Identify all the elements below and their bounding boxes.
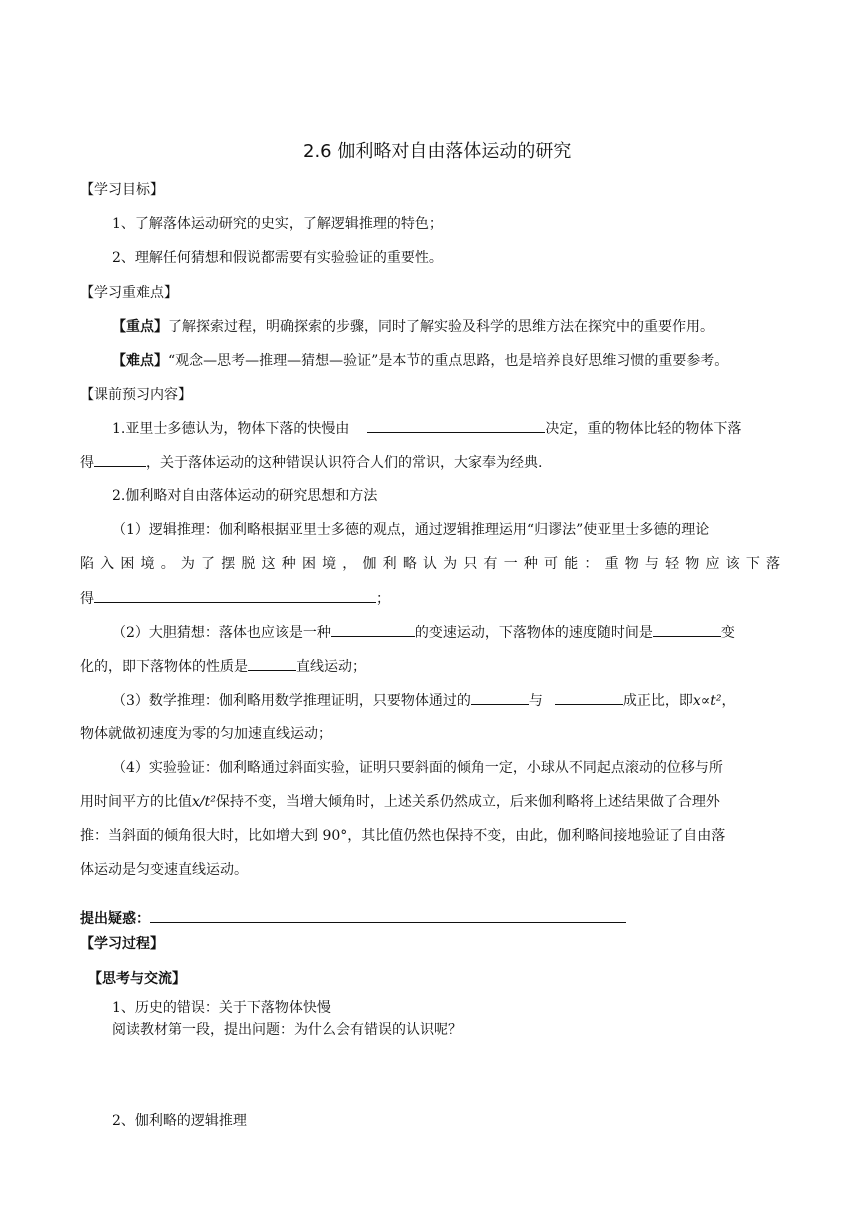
difficulty-text: “观念—思考—推理—猜想—验证”是本节的重点思路，也是培养良好思维习惯的重要参考。 xyxy=(168,353,729,369)
difficulty-point xyxy=(112,351,728,371)
s4-text-b1: 用时间平方的比值 xyxy=(80,794,192,810)
doubt-line xyxy=(80,908,626,929)
step3-line2: 物体就做初速度为零的匀加速直线运动； xyxy=(80,726,332,742)
step2-line2 xyxy=(80,656,366,677)
s3-text-a: （3）数学推理：伽利略用数学推理证明，只要物体通过的 xyxy=(112,693,471,709)
key-point-label: 【重点】 xyxy=(112,319,168,335)
fill-blank[interactable] xyxy=(471,690,529,705)
preview-q1-line1 xyxy=(112,418,741,439)
preview-q2: 2.伽利略对自由落体运动的研究思想和方法 xyxy=(112,488,378,504)
step4-line3: 推：当斜面的倾角很大时，比如增大到 90°，其比值仍然也保持不变，由此，伽利略间接地验证了自由落 xyxy=(80,828,726,844)
s2-text-e: 直线运动； xyxy=(296,659,366,675)
fill-blank[interactable] xyxy=(555,690,623,705)
question-2: 2、伽利略的逻辑推理 xyxy=(112,1113,247,1129)
step1-line2: 陷 入 困 境 。 为 了 摆 脱 这 种 困 境 ， 伽 利 略 认 为 只 有 一 种 可 能 ： 重 物 与 轻 物 应 该 下 落 xyxy=(80,556,780,572)
step3-line1 xyxy=(112,690,736,711)
p1-text-c: 得 xyxy=(80,455,94,471)
step1-line3 xyxy=(80,588,390,609)
fill-blank[interactable] xyxy=(367,418,545,433)
s3-text-d: ， xyxy=(721,693,736,709)
step4-line1: （4）实验验证：伽利略通过斜面实验，证明只要斜面的倾角一定，小球从不同起点滚动的位移与所 xyxy=(112,760,723,776)
s2-text-d: 化的，即下落物体的性质是 xyxy=(80,659,248,675)
discuss-header: 【思考与交流】 xyxy=(88,971,186,987)
s1-text-d: ； xyxy=(376,591,390,607)
key-header: 【学习重难点】 xyxy=(80,285,178,301)
step4-line2 xyxy=(80,792,720,812)
doubt-input-line[interactable] xyxy=(150,908,626,923)
preview-header: 【课前预习内容】 xyxy=(80,387,192,403)
process-header: 【学习过程】 xyxy=(80,936,164,952)
key-point-text: 了解探索过程，明确探索的步骤，同时了解实验及科学的思维方法在探究中的重要作用。 xyxy=(168,319,714,335)
goal-2: 2、理解任何猜想和假说都需要有实验验证的重要性。 xyxy=(112,250,443,266)
goals-header: 【学习目标】 xyxy=(80,182,164,198)
ratio-formula: x/t² xyxy=(192,794,216,810)
goal-1: 1、了解落体运动研究的史实，了解逻辑推理的特色； xyxy=(112,216,443,232)
p1-text-d: ，关于落体运动的这种错误认识符合人们的常识，大家奉为经典. xyxy=(146,455,543,471)
s3-text-b: 与 xyxy=(528,693,543,709)
key-point xyxy=(112,317,714,337)
question-1-detail: 阅读教材第一段，提出问题：为什么会有错误的认识呢？ xyxy=(112,1022,462,1038)
step2-line1 xyxy=(112,622,735,643)
difficulty-label: 【难点】 xyxy=(112,353,168,369)
p1-text-a: 1.亚里士多德认为，物体下落的快慢由 xyxy=(112,421,350,437)
s2-text-b: 的变速运动，下落物体的速度随时间是 xyxy=(414,625,653,641)
question-1: 1、历史的错误：关于下落物体快慢 xyxy=(112,1000,331,1016)
fill-blank[interactable] xyxy=(94,588,376,603)
fill-blank[interactable] xyxy=(331,622,415,637)
preview-q1-line2 xyxy=(80,452,542,473)
s1-text-c: 得 xyxy=(80,591,94,607)
doubt-label: 提出疑惑： xyxy=(80,911,150,927)
s3-text-c: 成正比，即 xyxy=(622,693,693,709)
fill-blank[interactable] xyxy=(94,452,146,467)
s2-text-a: （2）大胆猜想：落体也应该是一种 xyxy=(112,625,331,641)
fill-blank[interactable] xyxy=(248,656,296,671)
s2-text-c: 变 xyxy=(720,625,735,641)
page-title: 2.6 伽利略对自由落体运动的研究 xyxy=(303,141,572,162)
proportion-formula: x∝t² xyxy=(692,693,722,709)
fill-blank[interactable] xyxy=(653,622,721,637)
step1-line1: （1）逻辑推理：伽利略根据亚里士多德的观点，通过逻辑推理运用“归谬法”使亚里士多德的理论 xyxy=(112,522,710,538)
step4-line4: 体运动是匀变速直线运动。 xyxy=(80,862,248,878)
s4-text-b2: 保持不变，当增大倾角时，上述关系仍然成立，后来伽利略将上述结果做了合理外 xyxy=(215,794,720,810)
p1-text-b: 决定，重的物体比轻的物体下落 xyxy=(545,421,742,437)
